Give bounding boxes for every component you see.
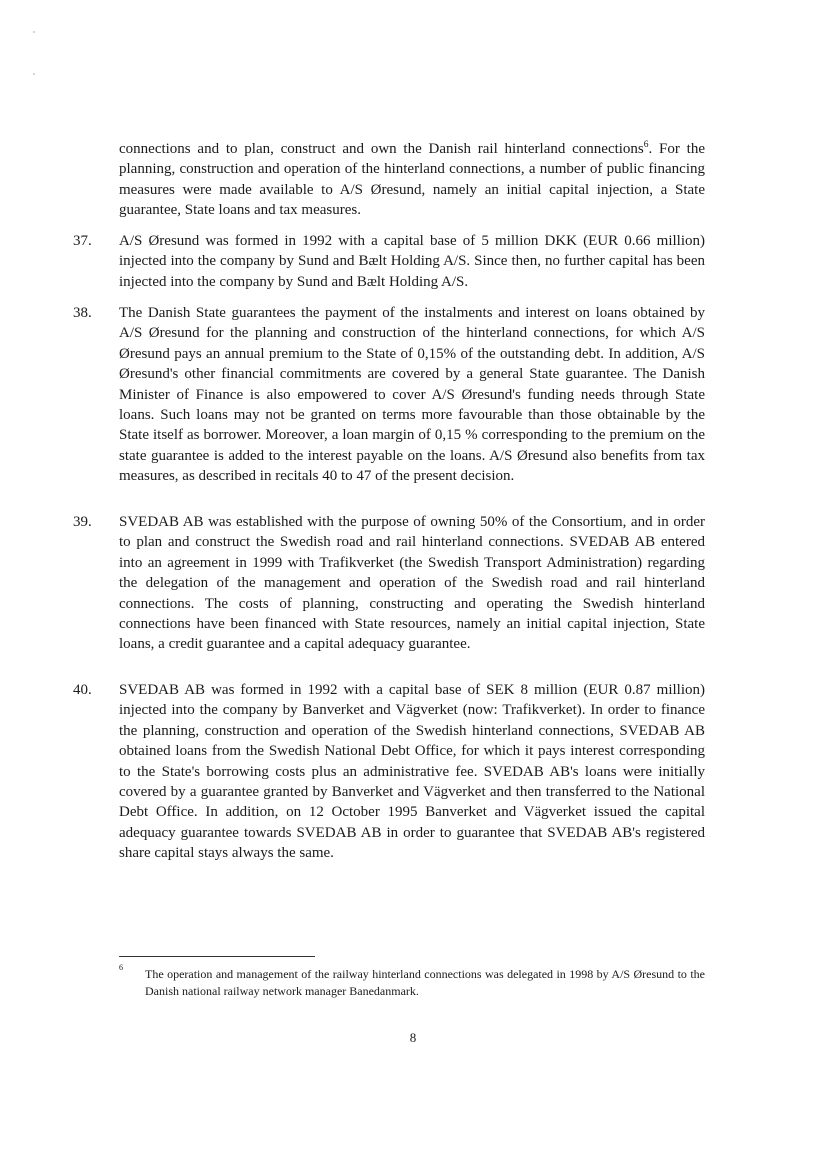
paragraph-continued — [119, 139, 705, 221]
footnote-divider — [119, 956, 315, 957]
footnote-reference[interactable]: 6 — [643, 140, 649, 150]
paragraph-text: . For the planning, construction and operation of the hinterland connections, a number of public financing measures were made available to A/S Øresund, namely an initial capital injection, a State guarantee, State loans and tax measures. — [119, 141, 705, 219]
scan-speck — [33, 31, 35, 33]
footnote-marker: 6 — [119, 963, 123, 972]
paragraph-37: A/S Øresund was formed in 1992 with a capital base of 5 million DKK (EUR 0.66 million) injected into the company by Sund and Bælt Holding A/S. Since then, no further capital has been injected into the company by Sund and Bælt Holding A/S. — [119, 233, 705, 290]
paragraph-number: 38. — [73, 305, 92, 321]
paragraph-text: connections and to plan, construct and own the Danish rail hinterland connections — [119, 141, 644, 157]
paragraph-number: 40. — [73, 682, 92, 698]
page-number: 8 — [409, 1030, 417, 1045]
paragraph-39: SVEDAB AB was established with the purpose of owning 50% of the Consortium, and in order to plan and construct the Swedish road and rail hinterland connections. SVEDAB AB entered into an agreement in 1999 with Trafikverket (the Swedish Transport Administration) regarding the delegation of the management and operation of the Swedish road and rail hinterland connections. The costs of planning, constructing and operating the Swedish hinterland connections have been financed with State resources, namely an initial capital injection, State loans, a credit guarantee and a capital adequacy guarantee. — [119, 514, 705, 653]
scan-speck — [33, 73, 35, 75]
paragraph-38: The Danish State guarantees the payment of the instalments and interest on loans obtained by A/S Øresund for the planning and construction of the hinterland connections, for which A/S Øresund pays an annual premium to the State of 0,15% of the outstanding debt. In addition, A/S Øresund's other financial commitments are covered by a general State guarantee. The Danish Minister of Finance is also empowered to cover A/S Øresund's funding needs through State loans. Such loans may not be granted on terms more favourable than those obtainable by the State itself as borrower. Moreover, a loan margin of 0,15 % corresponding to the premium on the state guarantee is added to the interest payable on the loans. A/S Øresund also benefits from tax measures, as described in recitals 40 to 47 of the present decision. — [119, 305, 705, 485]
footnote-text: The operation and management of the railway hinterland connections was delegated in 1998 by A/S Øresund to the Danish national railway network manager Banedanmark. — [145, 967, 705, 998]
paragraph-number: 37. — [73, 233, 92, 249]
paragraph-number: 39. — [73, 514, 92, 530]
paragraph-40: SVEDAB AB was formed in 1992 with a capital base of SEK 8 million (EUR 0.87 million) injected into the company by Banverket and Vägverket (now: Trafikverket). In order to finance the planning, construction and operation of the Swedish hinterland connections, SVEDAB AB obtained loans from the Swedish National Debt Office, for which it pays interest corresponding to the State's borrowing costs plus an administrative fee. SVEDAB AB's loans were initially covered by a guarantee granted by Banverket and Vägverket and then transferred to the National Debt Office. In addition, on 12 October 1995 Banverket and Vägverket issued the capital adequacy guarantee towards SVEDAB AB in order to guarantee that SVEDAB AB's registered share capital stays always the same. — [119, 682, 705, 862]
